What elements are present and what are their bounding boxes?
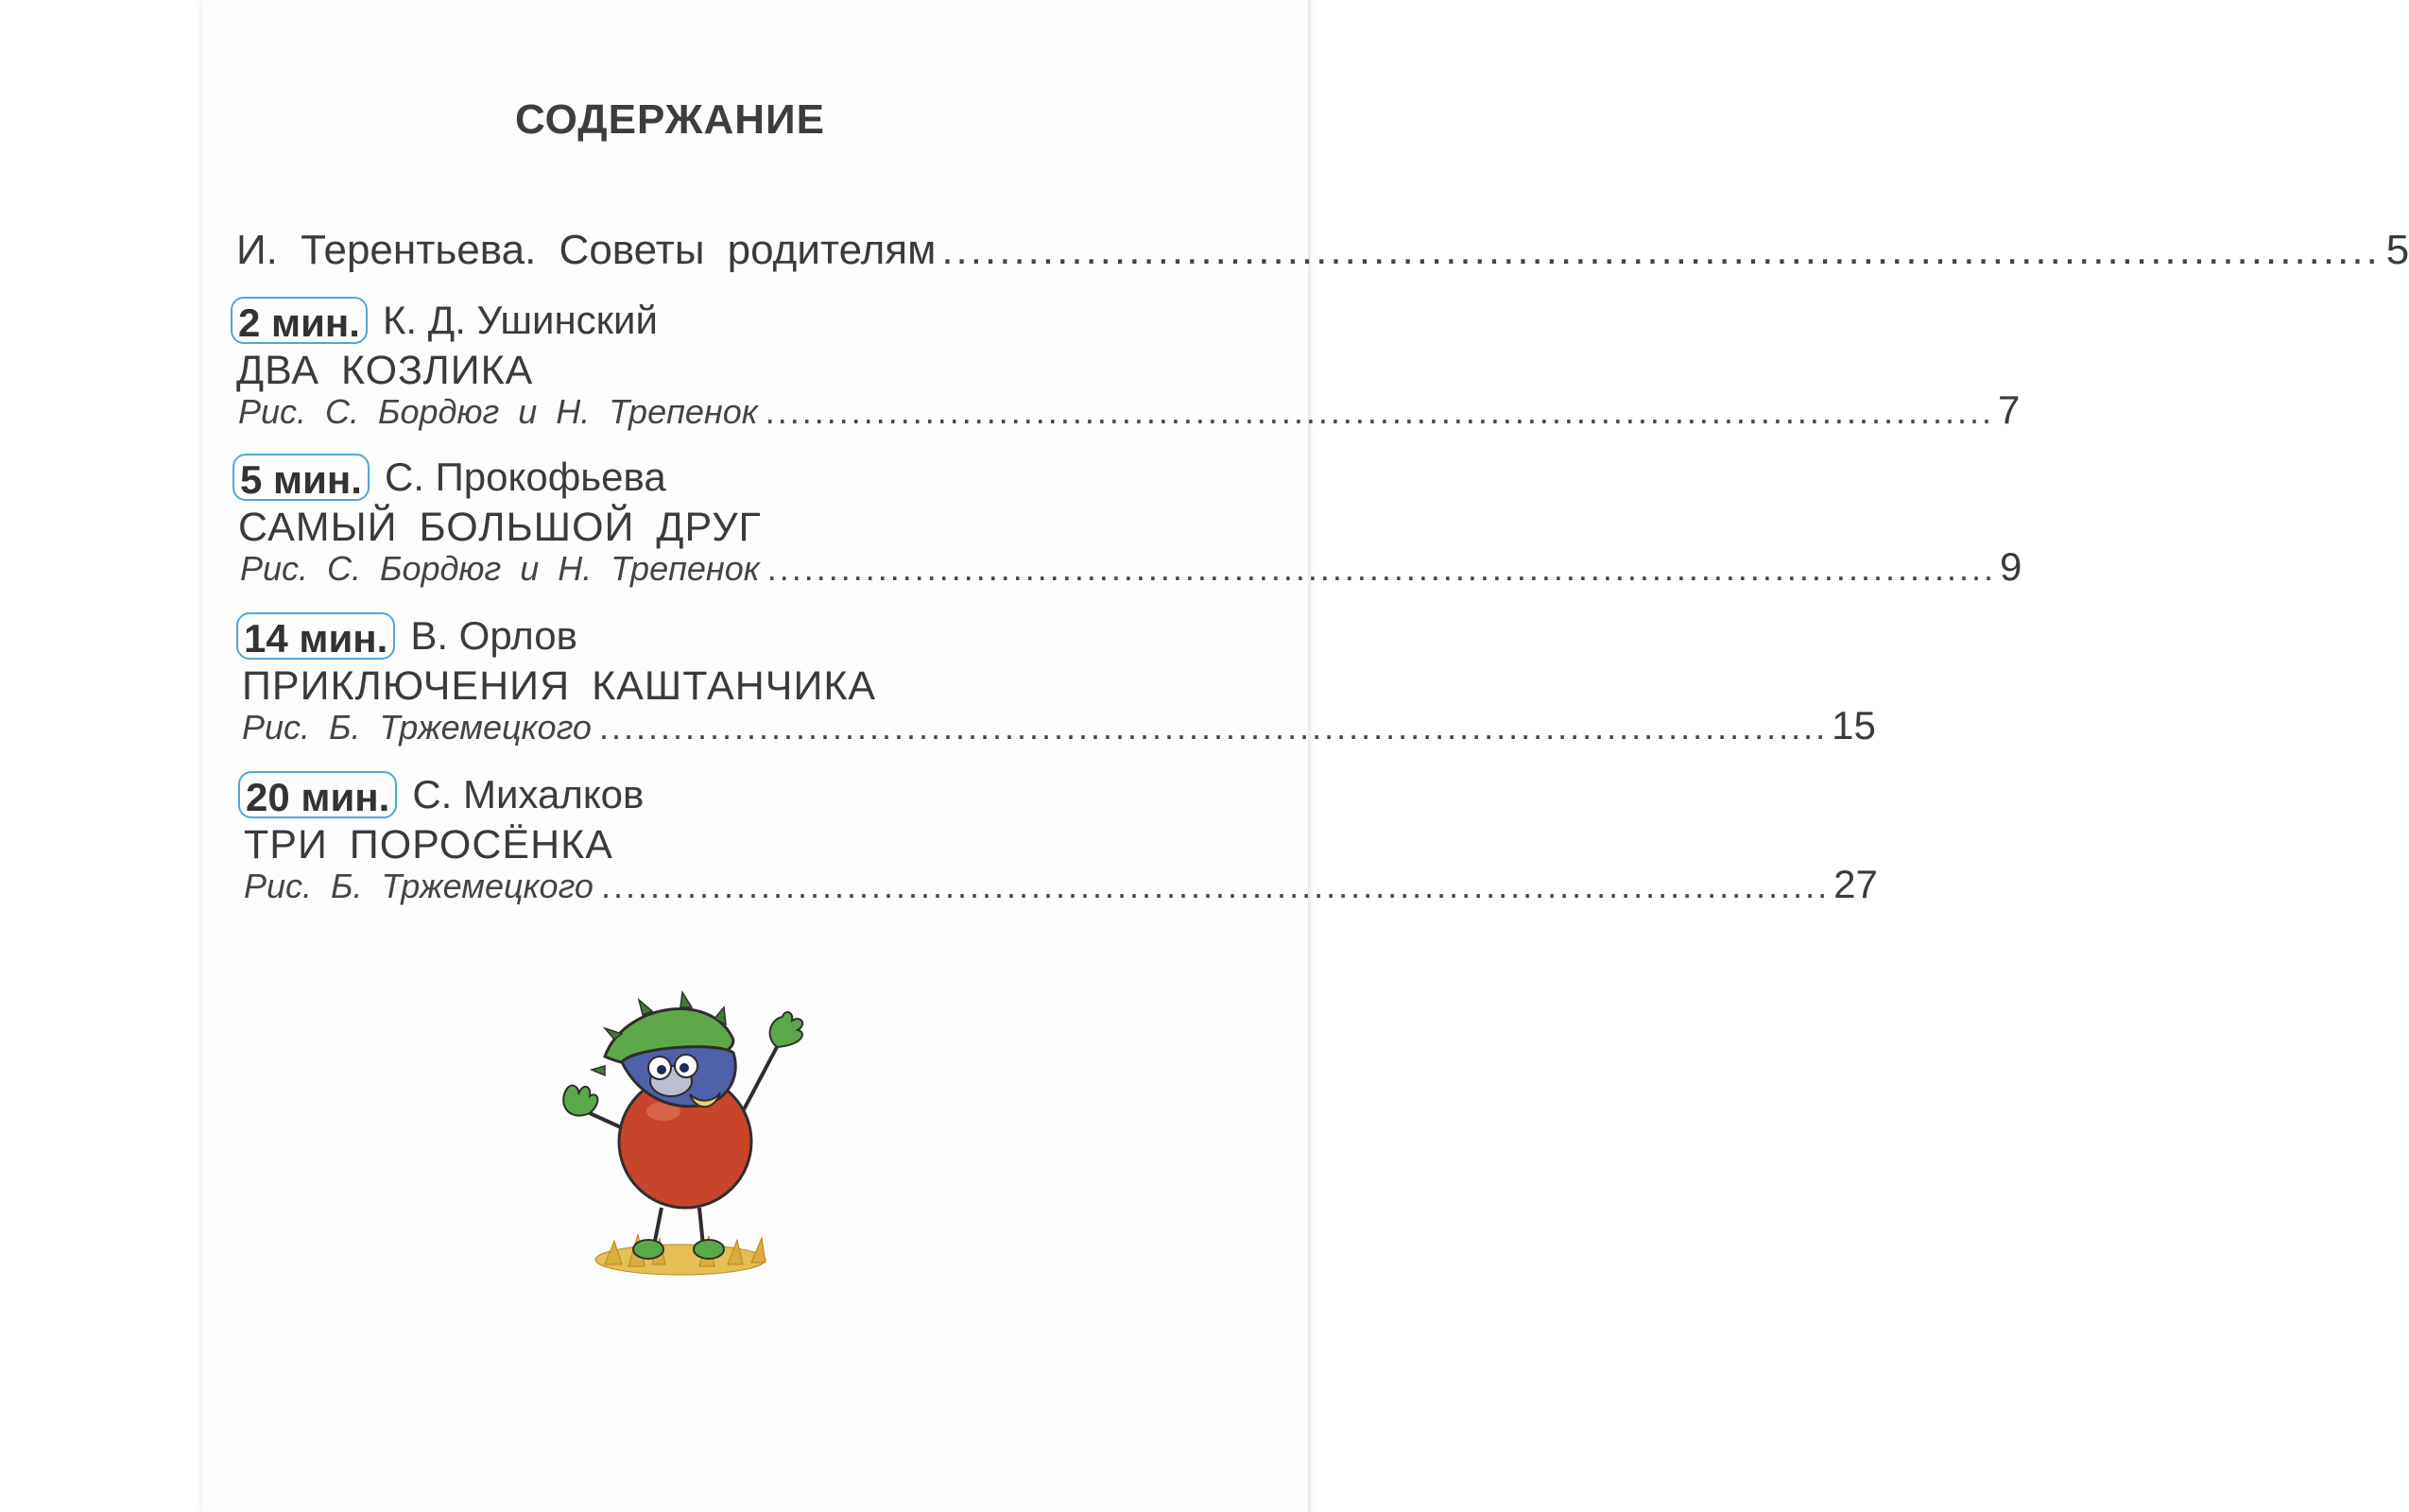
entry-header <box>232 454 666 501</box>
illustrator-line <box>238 387 2021 433</box>
reading-time-badge: 20 мин. <box>238 771 397 818</box>
page-number: 9 <box>1999 544 2022 589</box>
author-name: С. Прокофьева <box>384 455 666 499</box>
illustrator-credit: Рис. Б. Тржемецкого <box>242 708 592 747</box>
reading-time-badge: 14 мин. <box>236 612 395 660</box>
illustrator-credit: Рис. С. Бордюг и Н. Трепенок <box>240 549 760 588</box>
entry-header <box>231 297 658 344</box>
page-number: 27 <box>1833 862 1878 906</box>
leader-dots: .................................................................................................... <box>941 227 2381 273</box>
illustrator-line <box>244 862 1878 907</box>
story-title: ТРИ ПОРОСЁНКА <box>244 822 613 868</box>
illustrator-credit: Рис. С. Бордюг и Н. Трепенок <box>238 392 758 431</box>
author-name: К. Д. Ушинский <box>382 298 658 342</box>
illustrator-line <box>242 703 1876 748</box>
illustrator-credit: Рис. Б. Тржемецкого <box>244 867 594 905</box>
reading-time-badge: 2 мин. <box>231 297 368 344</box>
reading-time-badge: 5 мин. <box>232 454 370 501</box>
story-title: ДВА КОЗЛИКА <box>236 348 534 393</box>
page-number: 7 <box>1997 387 2021 432</box>
legs <box>654 1208 703 1246</box>
toc-intro <box>236 227 2409 274</box>
leader-dots: .................................................................................................... <box>600 867 1831 905</box>
leader-dots: .................................................................................................... <box>766 549 1996 588</box>
entry-header <box>238 771 644 818</box>
page-number: 15 <box>1832 703 1876 747</box>
author-name: В. Орлов <box>410 613 577 658</box>
chestnut-character-icon <box>548 990 832 1293</box>
author-name: С. Михалков <box>412 772 645 816</box>
illustrator-line <box>240 544 2022 590</box>
story-title: ПРИКЛЮЧЕНИЯ КАШТАНЧИКА <box>242 663 877 709</box>
leader-dots: .................................................................................................... <box>765 392 1994 431</box>
page-number: 5 <box>2385 227 2409 273</box>
intro-text: И. Терентьева. Советы родителям <box>236 227 937 273</box>
story-title: САМЫЙ БОЛЬШОЙ ДРУГ <box>238 505 762 550</box>
leader-dots: .................................................................................................... <box>598 708 1829 747</box>
grass-tuft <box>595 1234 766 1275</box>
entry-header <box>236 612 577 660</box>
page-title: СОДЕРЖАНИЕ <box>514 96 826 143</box>
